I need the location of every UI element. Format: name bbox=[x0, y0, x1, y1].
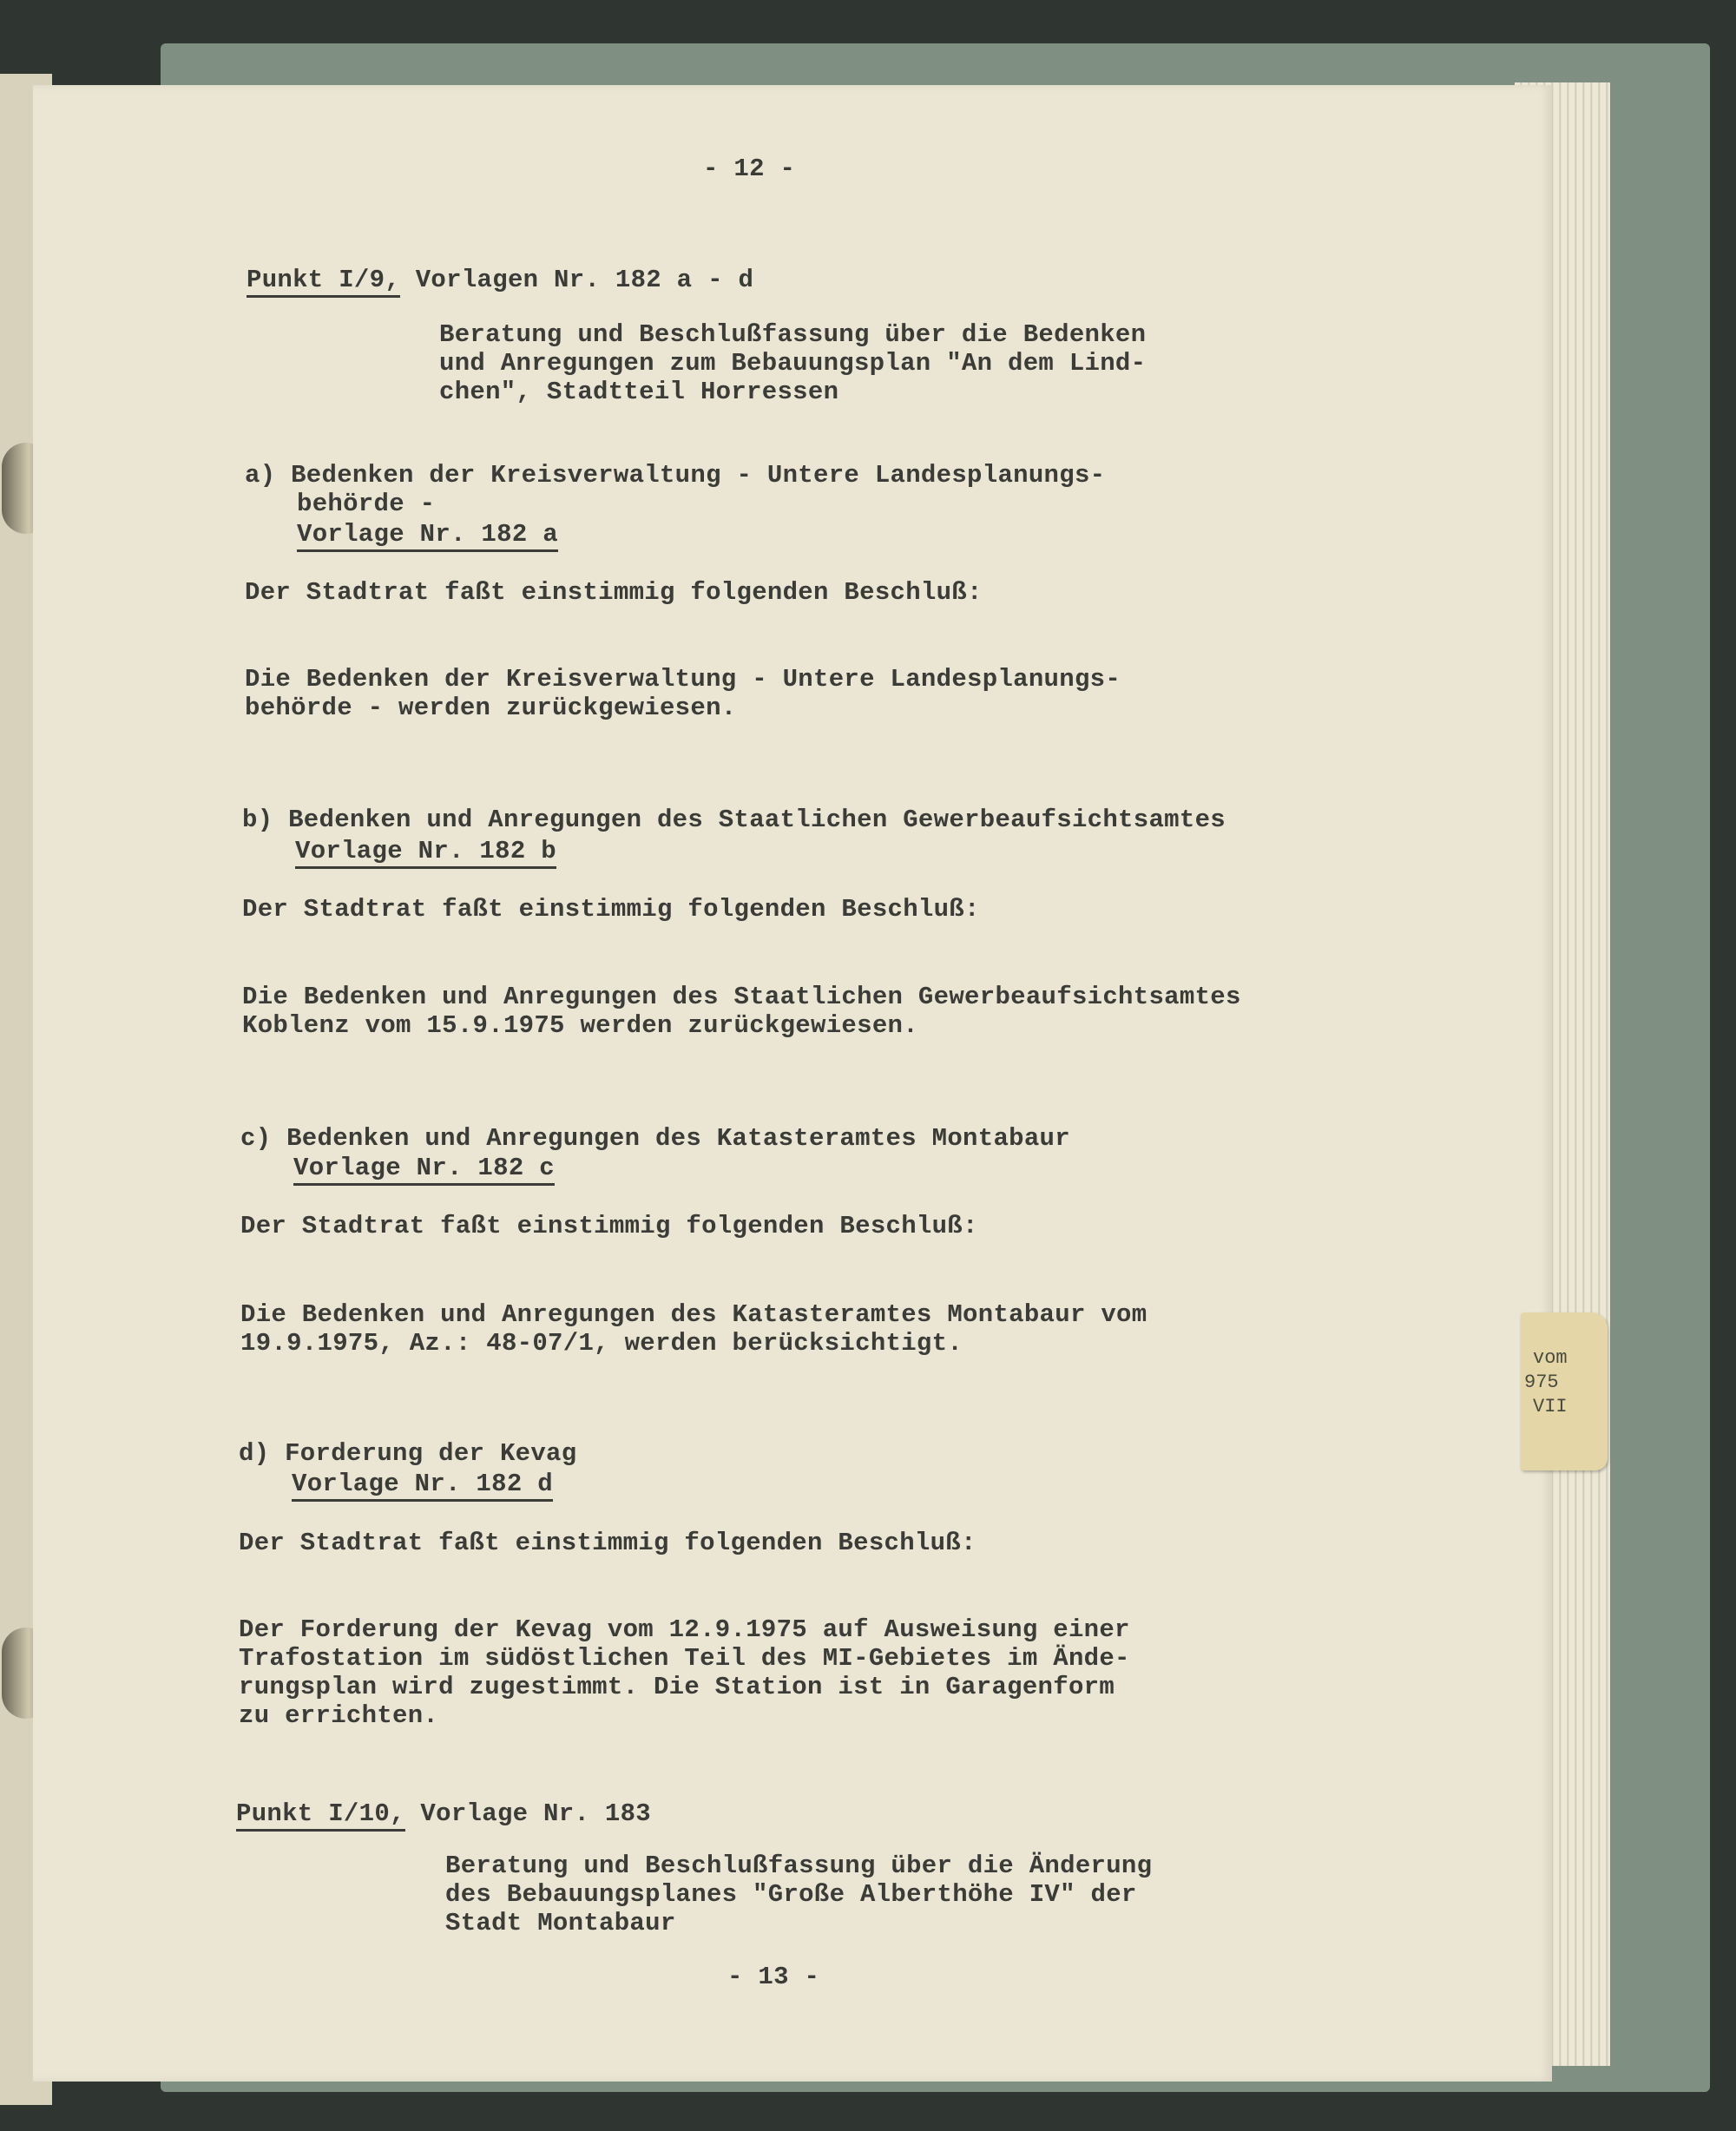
item-a-label-cont: behörde - bbox=[297, 490, 436, 518]
item-c-label: c) Bedenken und Anregungen des Katasteramtes Montabaur bbox=[240, 1124, 1070, 1153]
item-a-beschluss: Der Stadtrat faßt einstimmig folgenden Beschluß: bbox=[245, 578, 983, 607]
punkt-i10-desc-line: Beratung und Beschlußfassung über die Änderung bbox=[445, 1851, 1153, 1880]
item-c-text-line: 19.9.1975, Az.: 48-07/1, werden berücksichtigt. bbox=[240, 1329, 963, 1358]
index-tab bbox=[1521, 1312, 1608, 1470]
punkt-i9-desc-line: chen", Stadtteil Horressen bbox=[439, 378, 839, 406]
punkt-i9-desc-line: Beratung und Beschlußfassung über die Bedenken bbox=[439, 320, 1147, 349]
item-c-text-line: Die Bedenken und Anregungen des Katasteramtes Montabaur vom bbox=[240, 1300, 1147, 1329]
item-d-beschluss: Der Stadtrat faßt einstimmig folgenden Beschluß: bbox=[239, 1529, 976, 1557]
item-a-text-line: Die Bedenken der Kreisverwaltung - Untere Landesplanungs- bbox=[245, 665, 1121, 694]
punkt-i10-heading bbox=[236, 1799, 651, 1829]
item-d-vorlage: Vorlage Nr. 182 d bbox=[292, 1470, 553, 1499]
punkt-i10-desc-line: Stadt Montabaur bbox=[445, 1909, 676, 1937]
item-d-text-line: rungsplan wird zugestimmt. Die Station ist in Garagenform bbox=[239, 1673, 1115, 1701]
item-d-text-line: Der Forderung der Kevag vom 12.9.1975 auf Ausweisung einer bbox=[239, 1615, 1130, 1644]
item-a-text-line: behörde - werden zurückgewiesen. bbox=[245, 694, 737, 722]
punkt-i9-desc-line: und Anregungen zum Bebauungsplan "An dem Lind- bbox=[439, 349, 1147, 378]
punkt-i10-vorlage: Vorlage Nr. 183 bbox=[404, 1799, 651, 1828]
item-d-text-line: zu errichten. bbox=[239, 1701, 439, 1730]
item-c-vorlage: Vorlage Nr. 182 c bbox=[293, 1154, 555, 1183]
item-a-vorlage: Vorlage Nr. 182 a bbox=[297, 520, 558, 549]
item-b-vorlage: Vorlage Nr. 182 b bbox=[295, 837, 556, 866]
punkt-i9-vorlagen: Vorlagen Nr. 182 a - d bbox=[400, 266, 754, 294]
next-page-number: - 13 - bbox=[727, 1963, 820, 1991]
item-b-label: b) Bedenken und Anregungen des Staatlichen Gewerbeaufsichtsamtes bbox=[242, 806, 1226, 834]
document-page bbox=[33, 85, 1552, 2082]
punkt-i9-label: Punkt I/9, bbox=[247, 266, 400, 298]
tab-label-line: VII bbox=[1533, 1396, 1568, 1417]
punkt-i10-desc-line: des Bebauungsplanes "Große Alberthöhe IV" der bbox=[445, 1880, 1137, 1909]
item-a-label: a) Bedenken der Kreisverwaltung - Untere Landesplanungs- bbox=[245, 461, 1106, 490]
punkt-i9-heading bbox=[247, 266, 753, 295]
punkt-i10-label: Punkt I/10, bbox=[236, 1799, 405, 1832]
item-b-beschluss: Der Stadtrat faßt einstimmig folgenden Beschluß: bbox=[242, 895, 980, 924]
item-d-text-line: Trafostation im südöstlichen Teil des MI-Gebietes im Ände- bbox=[239, 1644, 1130, 1673]
item-c-beschluss: Der Stadtrat faßt einstimmig folgenden Beschluß: bbox=[240, 1212, 978, 1240]
tab-label-line: 975 bbox=[1524, 1371, 1559, 1393]
page-number: - 12 - bbox=[703, 155, 796, 183]
item-b-text-line: Die Bedenken und Anregungen des Staatlichen Gewerbeaufsichtsamtes bbox=[242, 983, 1241, 1011]
item-b-text-line: Koblenz vom 15.9.1975 werden zurückgewiesen. bbox=[242, 1011, 918, 1040]
tab-label-line: vom bbox=[1533, 1347, 1568, 1369]
item-d-label: d) Forderung der Kevag bbox=[239, 1439, 577, 1468]
